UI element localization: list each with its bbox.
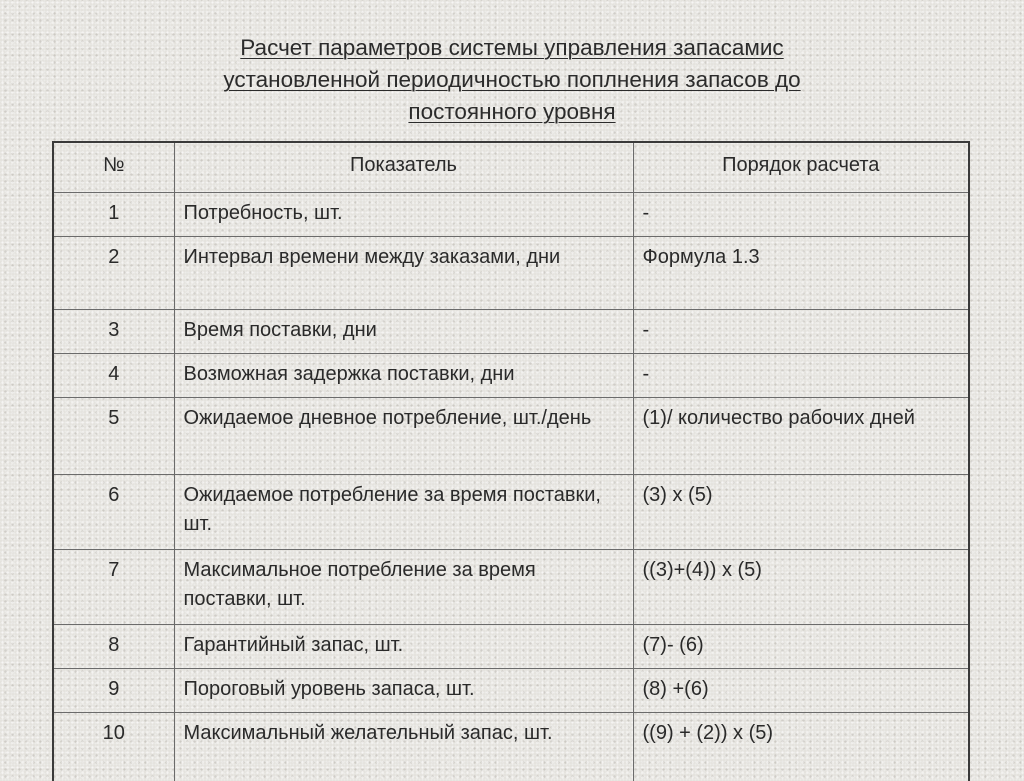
table-row [54,236,968,309]
row-calculation: (3) х (5) [633,474,968,549]
parameters-table-container [52,141,970,781]
row-indicator: Ожидаемое потребление за время поставки, шт. [174,474,633,549]
row-number: 9 [54,668,174,712]
row-calculation: - [633,353,968,397]
table-row [54,397,968,474]
row-indicator: Интервал времени между заказами, дни [174,236,633,309]
row-number: 8 [54,624,174,668]
title-line-2: установленной периодичностью поплнения запасов до [223,67,801,92]
row-calculation: (8) +(6) [633,668,968,712]
title-line-3: постоянного уровня [408,99,616,124]
table-row [54,624,968,668]
table-header-row [54,143,968,192]
row-number: 3 [54,309,174,353]
header-indicator: Показатель [174,143,633,192]
slide-title [100,32,924,128]
row-indicator: Время поставки, дни [174,309,633,353]
row-number: 7 [54,549,174,624]
row-calculation: ((3)+(4)) х (5) [633,549,968,624]
title-line-1: Расчет параметров системы управления запасамис [240,35,784,60]
table-row [54,309,968,353]
row-indicator: Возможная задержка поставки, дни [174,353,633,397]
row-calculation: ((9) + (2)) х (5) [633,712,968,781]
row-indicator: Гарантийный запас, шт. [174,624,633,668]
row-indicator: Максимальное потребление за время поставки, шт. [174,549,633,624]
row-indicator: Потребность, шт. [174,192,633,236]
table-row [54,712,968,781]
row-calculation: - [633,309,968,353]
parameters-table [54,143,968,781]
table-row [54,668,968,712]
row-calculation: - [633,192,968,236]
row-number: 10 [54,712,174,781]
table-row [54,353,968,397]
row-calculation: (7)- (6) [633,624,968,668]
row-number: 6 [54,474,174,549]
header-calculation: Порядок расчета [633,143,968,192]
table-row [54,549,968,624]
row-calculation: Формула 1.3 [633,236,968,309]
table-row [54,474,968,549]
row-number: 1 [54,192,174,236]
row-number: 5 [54,397,174,474]
row-indicator: Ожидаемое дневное потребление, шт./день [174,397,633,474]
table-row [54,192,968,236]
row-number: 2 [54,236,174,309]
row-indicator: Пороговый уровень запаса, шт. [174,668,633,712]
row-calculation: (1)/ количество рабочих дней [633,397,968,474]
row-indicator: Максимальный желательный запас, шт. [174,712,633,781]
header-number: № [54,143,174,192]
row-number: 4 [54,353,174,397]
